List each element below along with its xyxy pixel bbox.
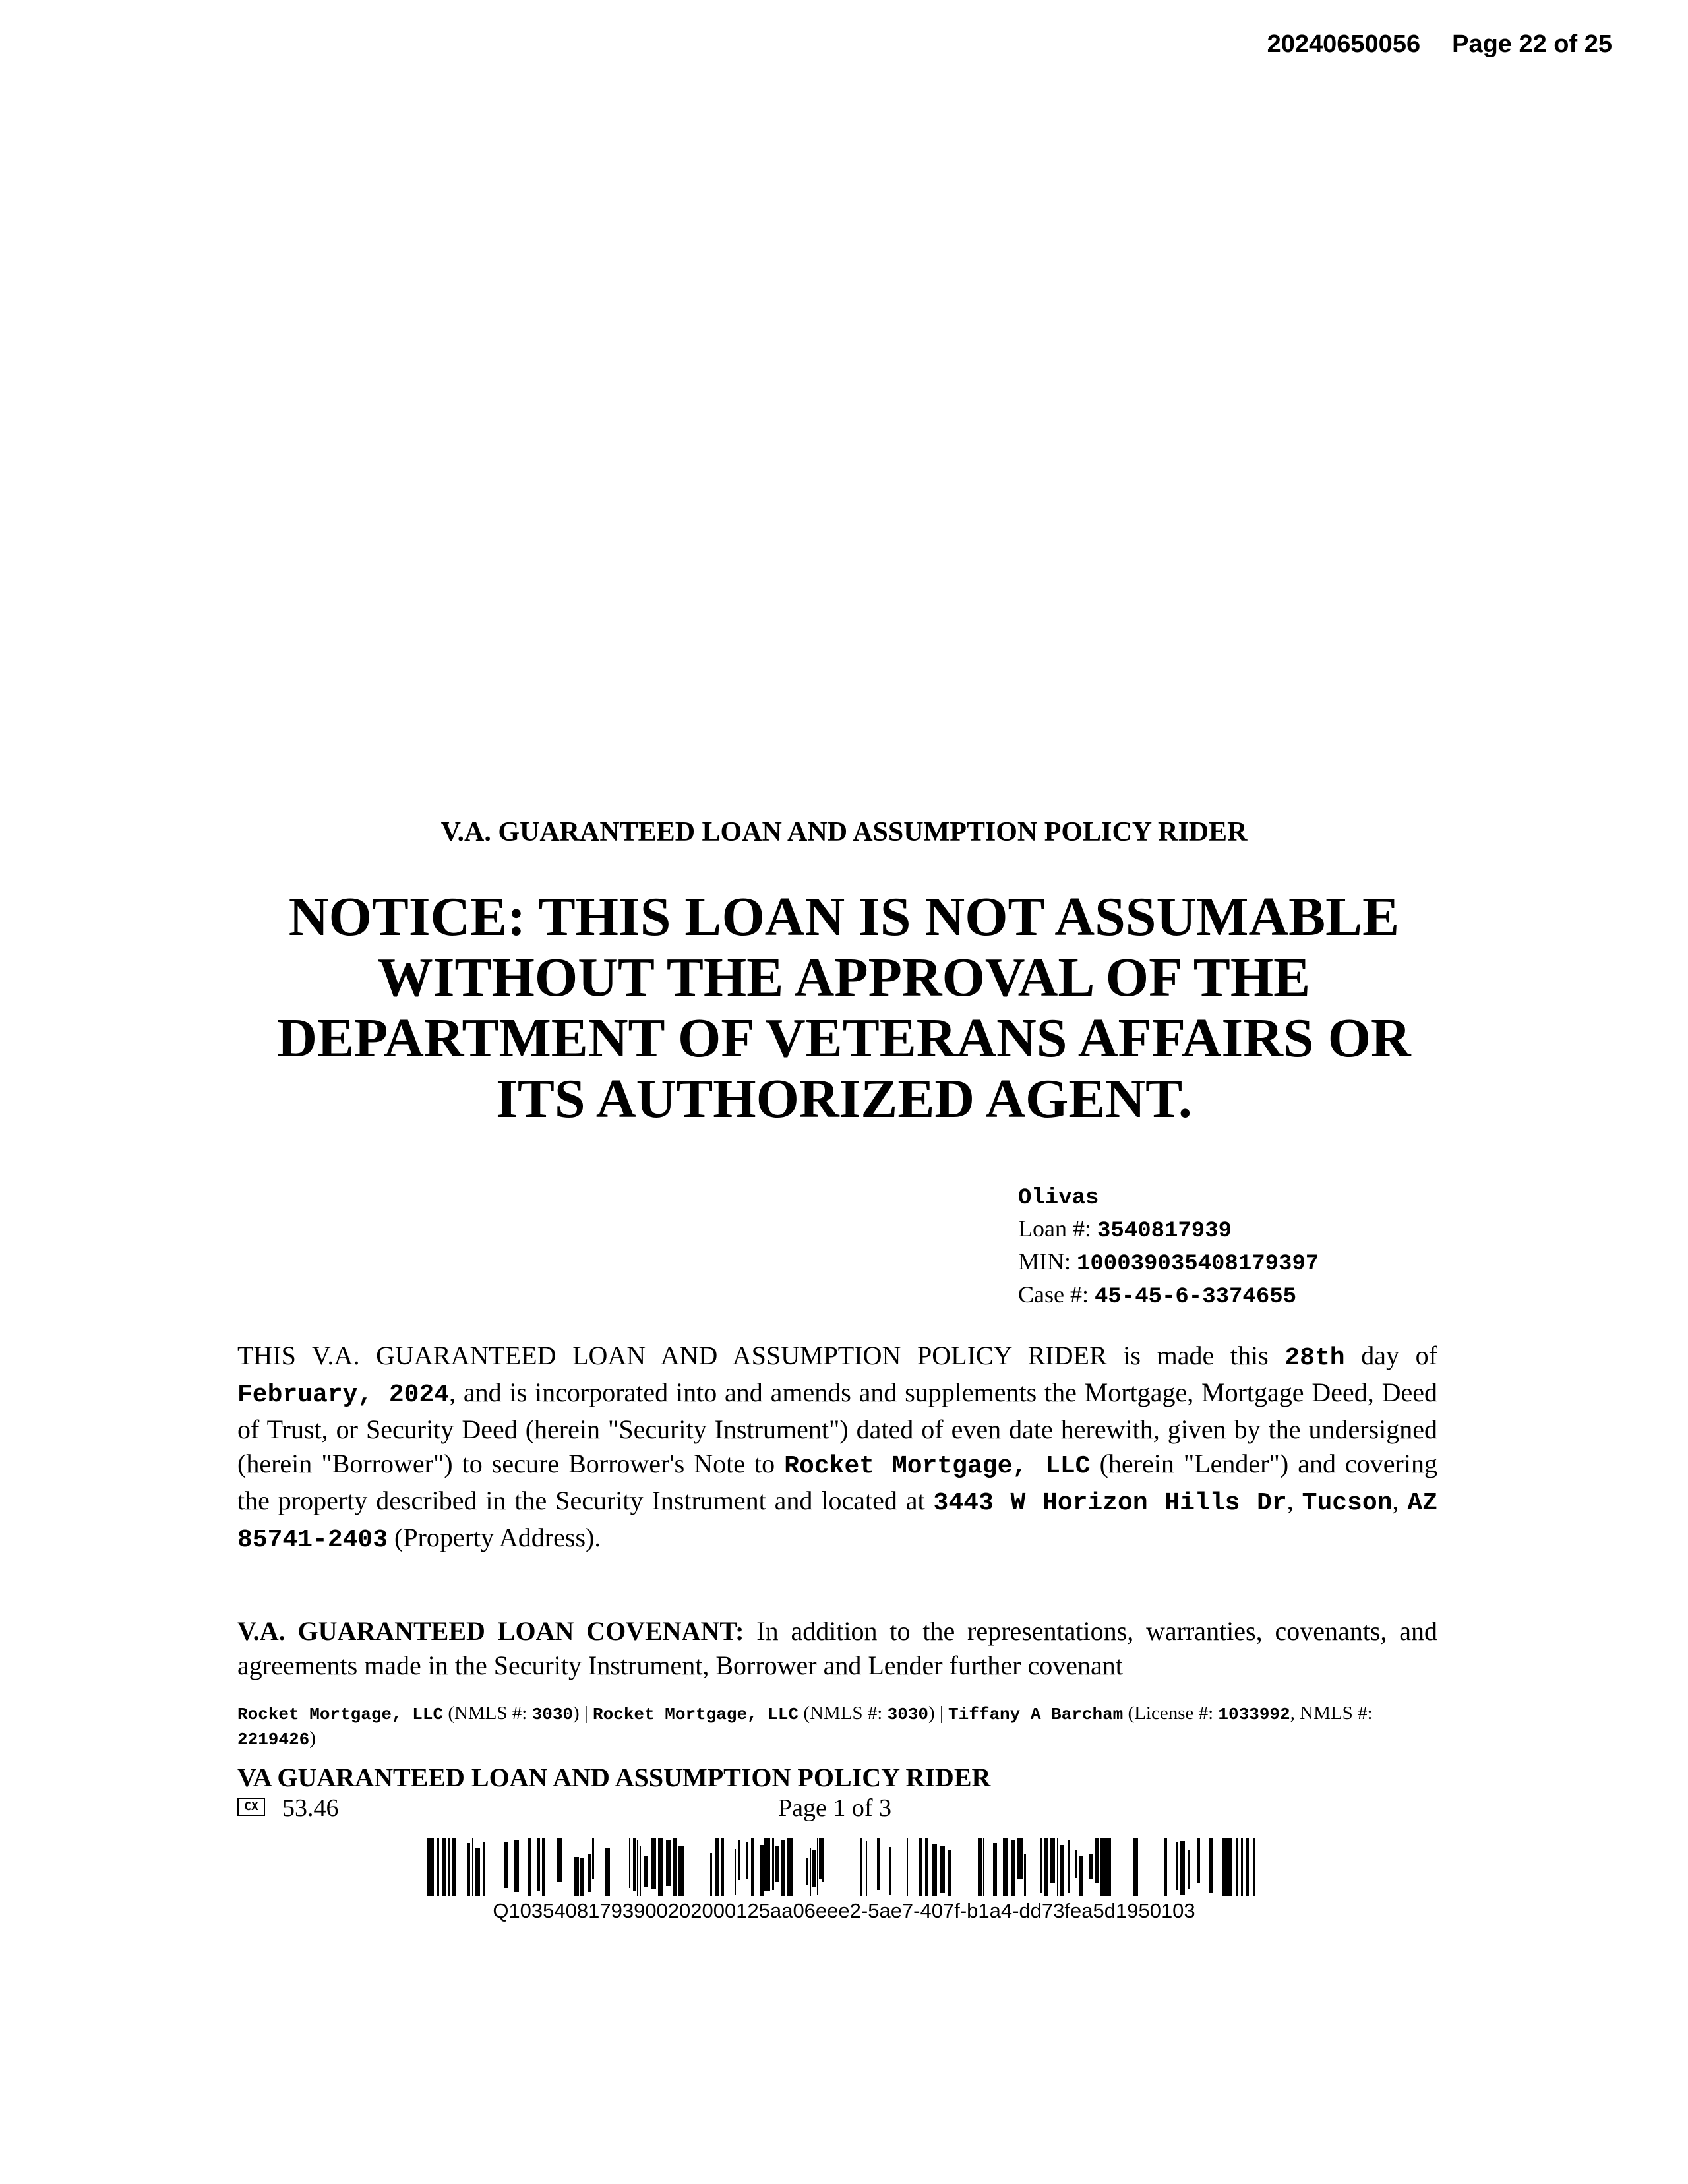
nmls-label: (NMLS #: xyxy=(799,1703,888,1724)
min-label: MIN: xyxy=(1018,1248,1077,1275)
notice-line: ITS AUTHORIZED AGENT. xyxy=(496,1068,1192,1130)
form-number: 53.46 xyxy=(282,1794,339,1822)
rider-title: V.A. GUARANTEED LOAN AND ASSUMPTION POLICY RIDER xyxy=(440,817,1248,847)
separator: | xyxy=(579,1703,593,1724)
footer-row xyxy=(237,1794,1437,1827)
rider-body-paragraph xyxy=(237,1339,1437,1558)
company-name: Rocket Mortgage, LLC xyxy=(593,1705,799,1724)
loan-number: 3540817939 xyxy=(1097,1219,1232,1244)
license-label: (License #: xyxy=(1123,1703,1219,1724)
cx-form-icon: CX xyxy=(237,1798,265,1816)
nmls-label: (NMLS #: xyxy=(443,1703,532,1724)
document-number: 20240650056 xyxy=(1267,30,1421,58)
body-text: THIS V.A. GUARANTEED LOAN AND ASSUMPTION POLICY RIDER is made this xyxy=(237,1341,1285,1370)
loan-number-label: Loan #: xyxy=(1018,1215,1097,1242)
body-text: day of xyxy=(1344,1341,1437,1370)
notice-line: DEPARTMENT OF VETERANS AFFAIRS OR xyxy=(277,1008,1411,1069)
paren: ) xyxy=(928,1703,935,1724)
body-text: (herein "Lender") and covering the property described in the Security Instrument and located at xyxy=(237,1449,1437,1515)
notice-line: NOTICE: THIS LOAN IS NOT ASSUMABLE xyxy=(288,886,1400,948)
covenant-heading: V.A. GUARANTEED LOAN COVENANT: xyxy=(237,1616,744,1646)
covenant-text: In addition to the representations, warranties, covenants, and agreements made in the Security Instrument, Borrower and Lender further covenant xyxy=(237,1616,1437,1680)
paren: ) xyxy=(573,1703,580,1724)
nmls-label: , NMLS #: xyxy=(1290,1703,1373,1724)
case-number-label: Case #: xyxy=(1018,1281,1095,1308)
separator: | xyxy=(934,1703,949,1724)
property-street: 3443 W Horizon Hills Dr xyxy=(933,1489,1287,1517)
case-number: 45-45-6-3374655 xyxy=(1094,1285,1297,1310)
lender-name: Rocket Mortgage, LLC xyxy=(784,1452,1091,1480)
body-text: , xyxy=(1286,1486,1302,1515)
notice-heading xyxy=(0,887,1688,1130)
nmls-number: 2219426 xyxy=(237,1730,310,1749)
covenant-paragraph xyxy=(237,1614,1437,1683)
company-name: Rocket Mortgage, LLC xyxy=(237,1705,444,1724)
borrower-name: Olivas xyxy=(1018,1186,1099,1211)
body-text: , and is incorporated into and amends and supplements the Mortgage, Mortgage Deed, Deed of Trust, or Security Deed (herein "Security Instrument") dated of even date herewith, given by the undersigned (herein "Borrower") to secure Borrower's Note to xyxy=(237,1378,1437,1478)
footer-form-title: VA GUARANTEED LOAN AND ASSUMPTION POLICY RIDER xyxy=(237,1763,991,1792)
body-text: (Property Address). xyxy=(388,1523,601,1552)
recording-header xyxy=(1267,30,1612,59)
body-text: , xyxy=(1392,1486,1408,1515)
rider-month-year: February, 2024 xyxy=(237,1381,450,1409)
loan-officer-name: Tiffany A Barcham xyxy=(948,1705,1124,1724)
property-city: Tucson xyxy=(1302,1489,1393,1517)
footer-page-number: Page 1 of 3 xyxy=(778,1794,892,1822)
rider-day: 28th xyxy=(1284,1344,1345,1372)
barcode xyxy=(427,1838,1259,1896)
page-counter: Page 22 of 25 xyxy=(1452,30,1612,58)
license-number: 1033992 xyxy=(1218,1705,1290,1724)
nmls-number: 3030 xyxy=(531,1705,574,1724)
min-number: 100039035408179397 xyxy=(1077,1252,1319,1277)
loan-info-block xyxy=(1018,1180,1319,1312)
barcode-text: Q10354081793900202000125aa06eee2-5ae7-407f-b1a4-dd73fea5d1950103 xyxy=(493,1899,1195,1922)
paren: ) xyxy=(309,1728,316,1749)
lender-disclosure-line xyxy=(237,1701,1437,1751)
property-state-zip: AZ 85741-2403 xyxy=(237,1489,1437,1554)
nmls-number: 3030 xyxy=(887,1705,929,1724)
notice-line: WITHOUT THE APPROVAL OF THE xyxy=(377,947,1311,1008)
